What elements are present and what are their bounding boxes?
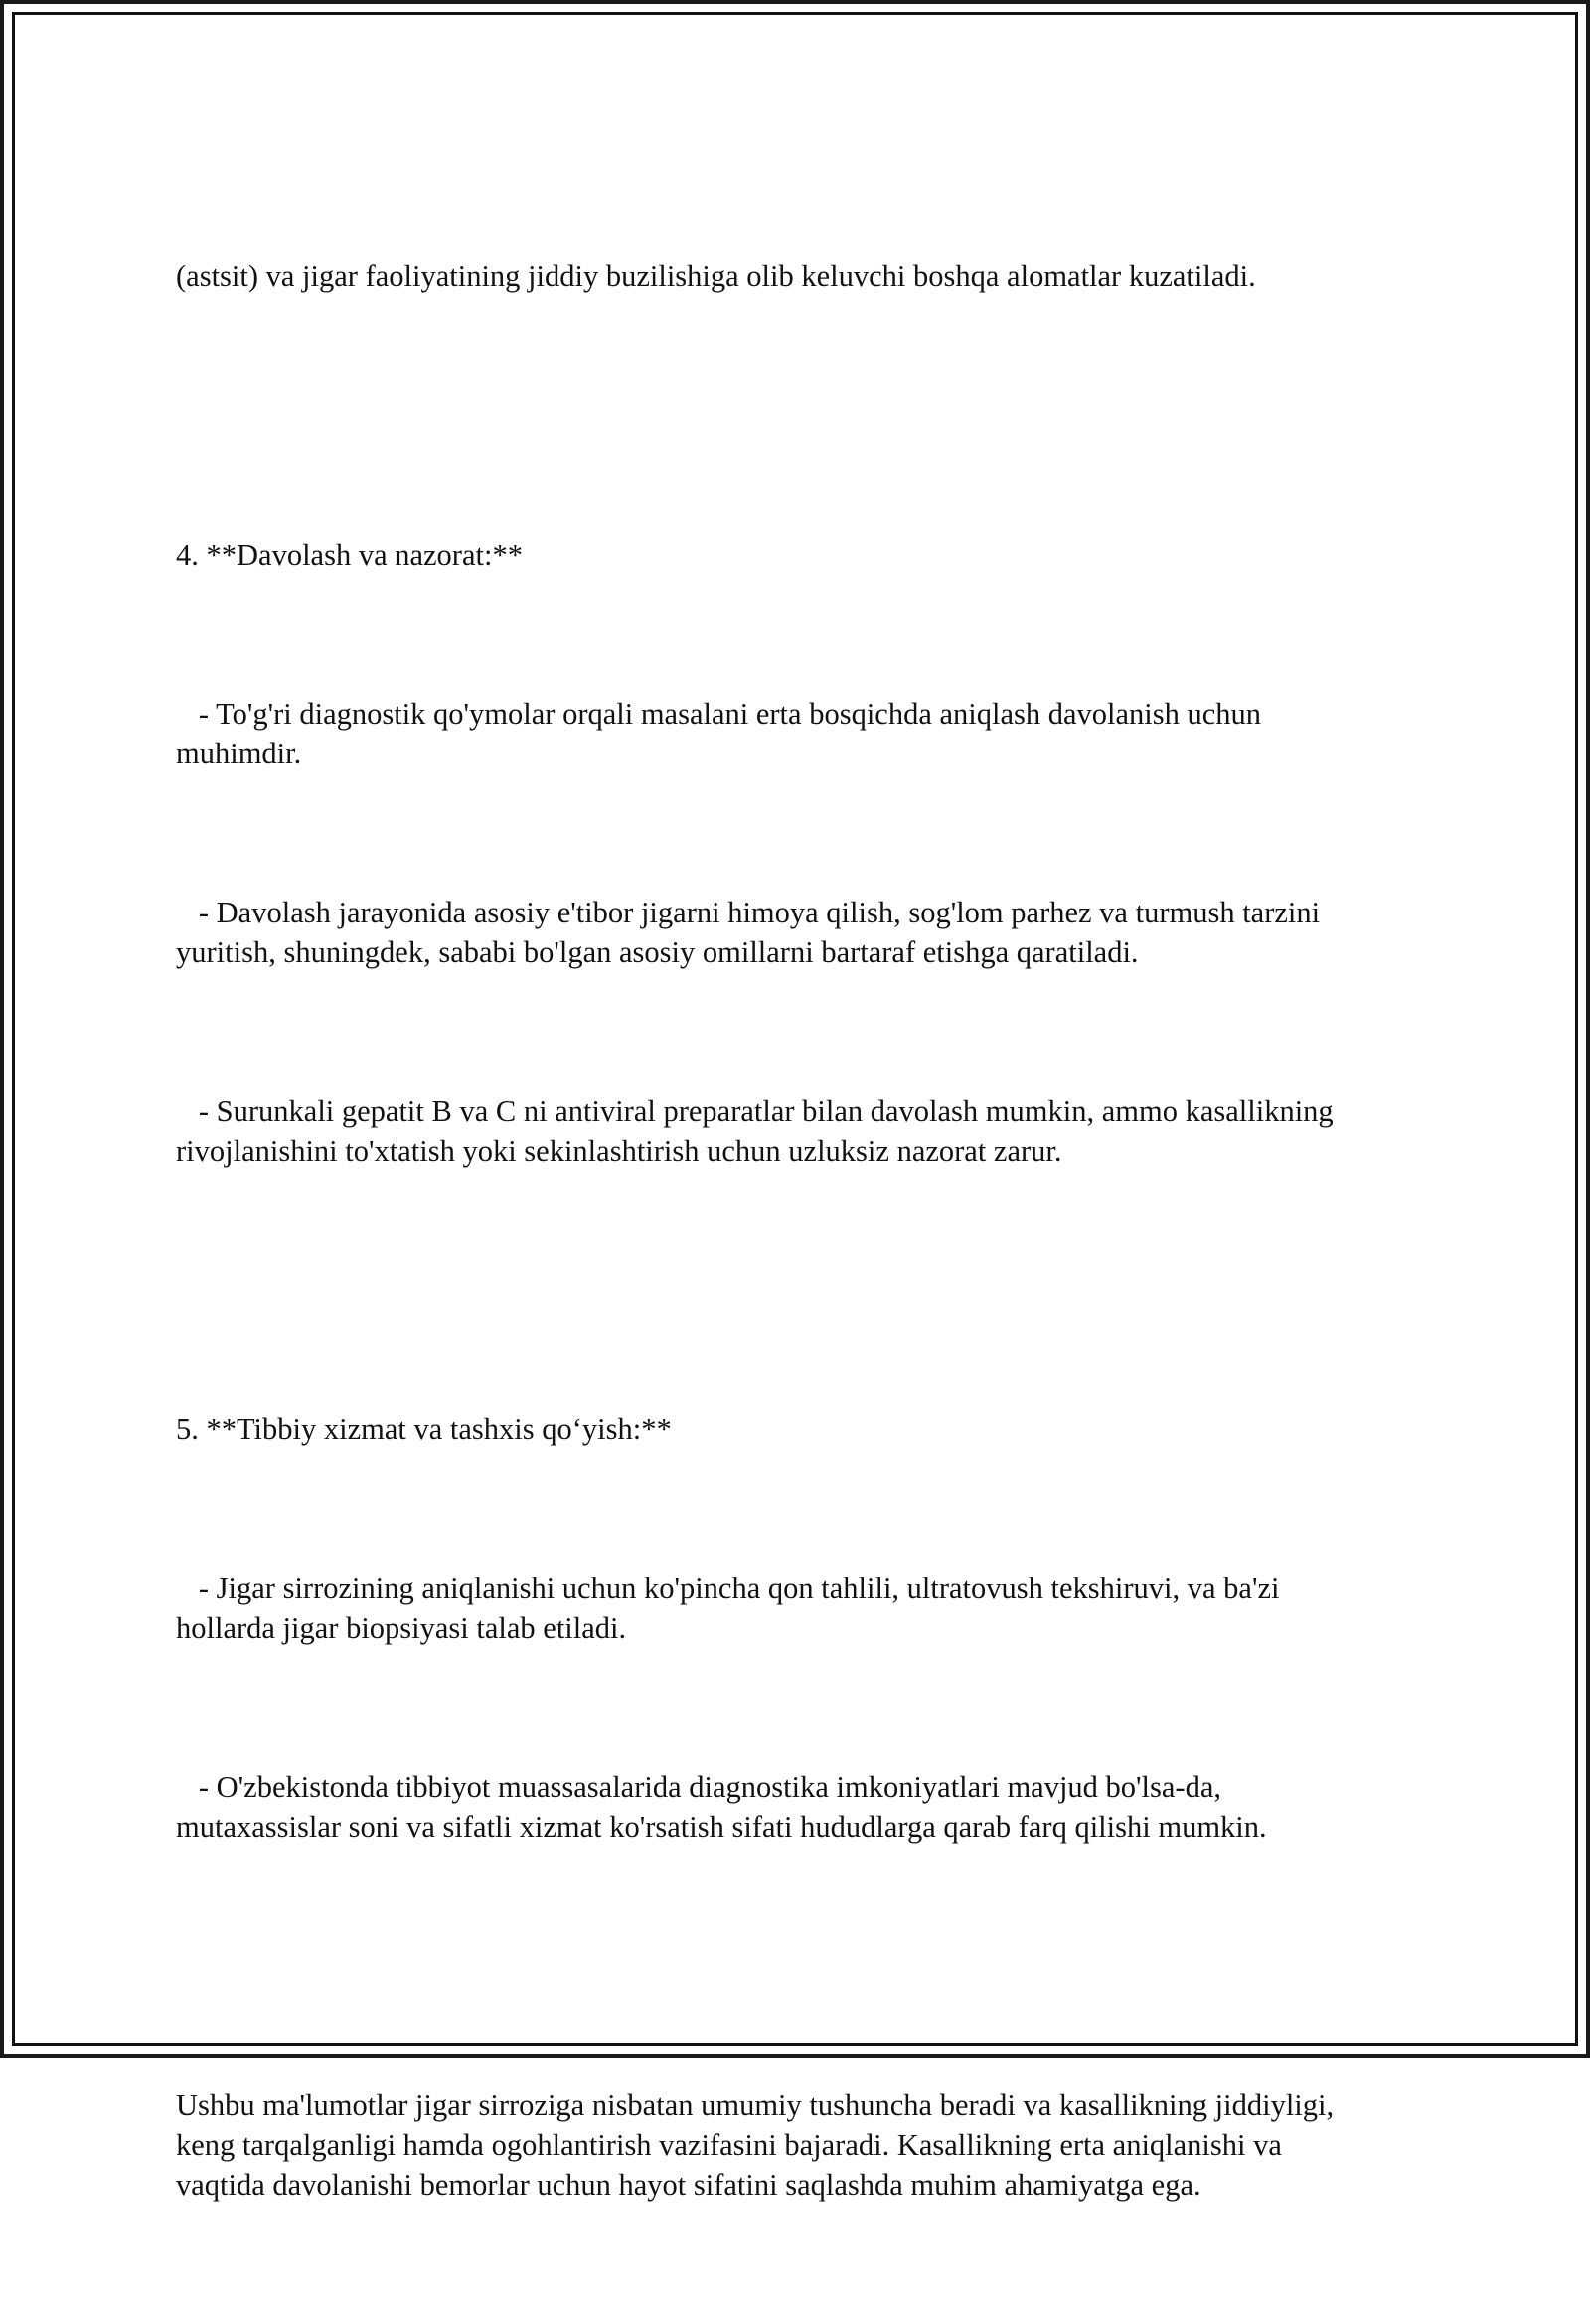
paragraph-conclusion: Ushbu ma'lumotlar jigar sirroziga nisbatan umumiy tushuncha beradi va kasallikning jiddiyligi, keng tarqalganligi hamda ogohlantirish vazifasini bajaradi. Kasallikning erta aniqlanishi va vaqtida davolanishi bemorlar uchun hayot sifatini saqlashda muhim ahamiyatga ega.	[176, 2088, 1342, 2202]
heading-section-5: 5. **Tibbiy xizmat va tashxis qo‘yish:**	[176, 1412, 672, 1446]
page-sheet	[12, 12, 1578, 2202]
page-frame-inner-gap	[4, 4, 1586, 2202]
paragraph-ascites-continuation: (astsit) va jigar faoliyatining jiddiy buzilishiga olib keluvchi boshqa alomatlar kuzatiladi.	[176, 259, 1256, 293]
paragraph-spacer	[176, 1926, 1349, 1966]
bullet-4-2: - Davolash jarayonida asosiy e'tibor jigarni himoya qilish, sog'lom parhez va turmush tarzini yuritish, shuningdek, sababi bo'lgan asosiy omillarni bartaraf etishga qaratiladi.	[176, 896, 1328, 969]
bullet-5-2: - O'zbekistonda tibbiyot muassasalarida diagnostika imkoniyatlari mavjud bo'lsa-da, mutaxassislar soni va sifatli xizmat ko'rsatish sifati hududlarga qarab farq qilishi mumkin.	[176, 1770, 1267, 1844]
paragraph-spacer	[176, 376, 1349, 415]
bullet-5-1: - Jigar sirrozining aniqlanishi uchun ko'pincha qon tahlili, ultratovush tekshiruvi, va ba'zi hollarda jigar biopsiyasi talab etiladi.	[176, 1572, 1288, 1645]
heading-section-4: 4. **Davolash va nazorat:**	[176, 538, 523, 572]
bullet-4-3: - Surunkali gepatit B va C ni antiviral preparatlar bilan davolash mumkin, ammo kasallikning rivojlanishini to'xtatish yoki sekinlashtirish uchun uzluksiz nazorat zarur.	[176, 1094, 1342, 1168]
paragraph-spacer	[176, 1250, 1349, 1290]
document-text-body	[176, 137, 1349, 2324]
bullet-4-1: - To'g'ri diagnostik qo'ymolar orqali masalani erta bosqichda aniqlash davolanish uchun muhimdir.	[176, 697, 1269, 770]
